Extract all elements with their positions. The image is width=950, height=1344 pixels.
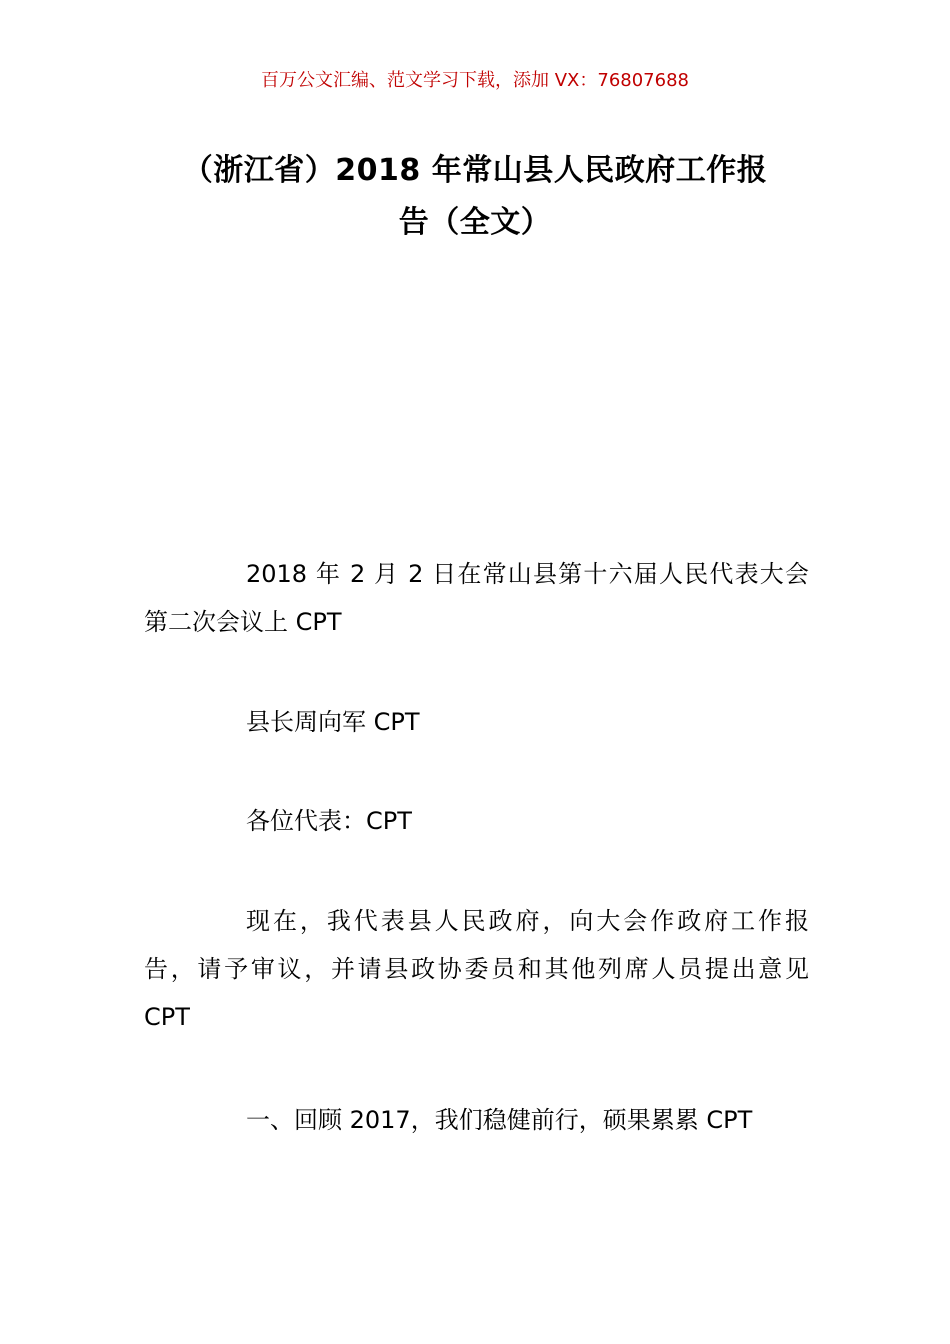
intro-paragraph bbox=[144, 897, 809, 1041]
speaker-paragraph bbox=[144, 698, 809, 746]
title-line-2: 告（全文） bbox=[398, 205, 552, 240]
intro-line-1: 现在，我代表县人民政府，向大会作政府工作报 bbox=[246, 907, 809, 935]
meeting-info-paragraph bbox=[144, 550, 809, 646]
document-title bbox=[140, 145, 810, 249]
intro-line-3: CPT bbox=[144, 1003, 190, 1031]
section-heading-line: 一、回顾 2017，我们稳健前行，硕果累累 CPT bbox=[246, 1106, 753, 1134]
speaker-line: 县长周向军 CPT bbox=[246, 708, 420, 736]
section-heading-paragraph bbox=[144, 1096, 809, 1144]
title-line-1: （浙江省）2018 年常山县人民政府工作报 bbox=[182, 153, 768, 188]
meeting-info-line-1: 2018 年 2 月 2 日在常山县第十六届人民代表大会 bbox=[246, 560, 809, 588]
salutation-paragraph bbox=[144, 797, 809, 845]
promo-banner: 百万公文汇编、范文学习下载，添加 VX：76807688 bbox=[261, 70, 689, 91]
salutation-line: 各位代表：CPT bbox=[246, 807, 412, 835]
intro-line-2: 告，请予审议，并请县政协委员和其他列席人员提出意见 bbox=[144, 955, 809, 983]
meeting-info-line-2: 第二次会议上 CPT bbox=[144, 608, 342, 636]
